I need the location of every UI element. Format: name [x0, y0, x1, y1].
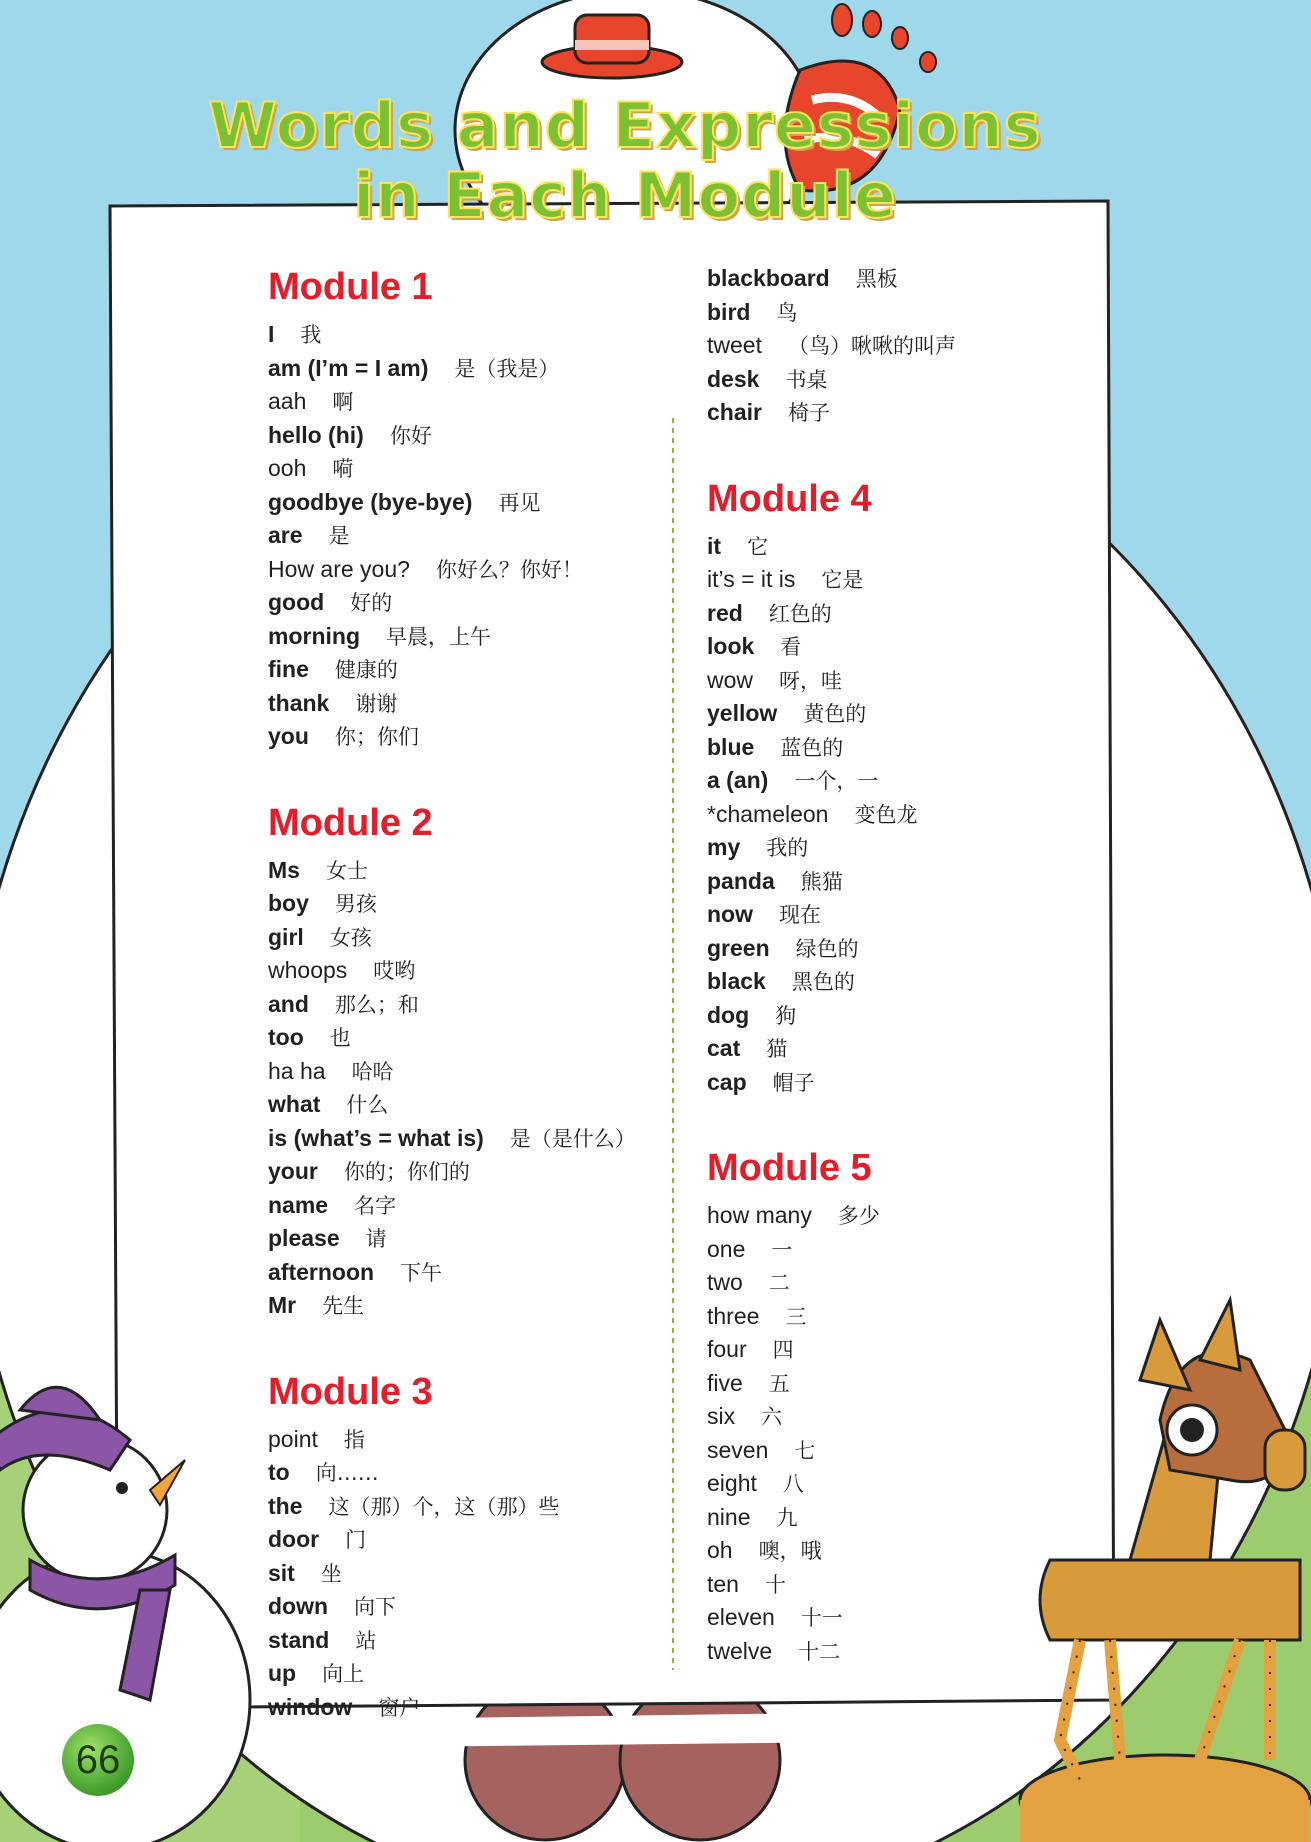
- english-word: yellow: [707, 700, 778, 726]
- vocab-entry: [268, 1456, 636, 1490]
- chinese-meaning: 男孩: [334, 892, 377, 916]
- chinese-meaning: 熊猫: [800, 869, 843, 894]
- english-word: six: [707, 1403, 736, 1429]
- vocab-entry: [707, 731, 956, 765]
- chinese-meaning: 坐: [320, 1561, 342, 1586]
- english-word: please: [268, 1225, 340, 1251]
- chinese-meaning: 噢，哦: [758, 1539, 822, 1563]
- chinese-meaning: 九: [776, 1505, 798, 1530]
- vocab-entry: [268, 954, 636, 988]
- vocab-entry: [268, 385, 636, 419]
- vocab-entry: [268, 318, 636, 352]
- vocab-entry: [268, 1189, 636, 1223]
- english-word: you: [268, 723, 309, 749]
- chinese-meaning: 先生: [322, 1294, 365, 1318]
- english-word: I: [268, 321, 275, 347]
- english-word: four: [707, 1336, 747, 1362]
- chinese-meaning: 四: [772, 1338, 794, 1362]
- vocab-entry: [268, 352, 636, 386]
- vocab-entry: [268, 653, 636, 687]
- vocab-entry: [268, 1222, 636, 1256]
- chinese-meaning: 书桌: [785, 367, 828, 392]
- vocab-entry: [707, 898, 956, 932]
- vocab-entry: [707, 1501, 956, 1535]
- vocab-entry: [707, 396, 956, 430]
- chinese-meaning: 嗬: [332, 457, 354, 481]
- chinese-meaning: 门: [345, 1528, 367, 1552]
- vocab-entry: [707, 1568, 956, 1602]
- english-word: *chameleon: [707, 800, 829, 827]
- vocab-entry: [707, 1367, 956, 1401]
- chinese-meaning: 女孩: [329, 925, 372, 950]
- english-word: aah: [268, 388, 307, 414]
- vocab-entry: [707, 965, 956, 999]
- english-word: name: [268, 1191, 329, 1218]
- vocab-entry: [707, 1199, 956, 1233]
- vocab-entry: [268, 720, 636, 754]
- vocab-entry: [707, 563, 956, 597]
- vocab-entry: [268, 921, 636, 955]
- vocab-entry: [268, 419, 636, 453]
- right-column: [707, 262, 956, 1668]
- vocab-entry: [268, 586, 636, 620]
- english-word: to: [268, 1459, 290, 1485]
- chinese-meaning: 请: [365, 1227, 387, 1251]
- module-heading: Module 5: [707, 1147, 872, 1189]
- english-word: a (an): [707, 767, 769, 793]
- chinese-meaning: 狗: [775, 1003, 797, 1028]
- vocab-entry: [268, 1021, 636, 1055]
- chinese-meaning: 黑板: [855, 267, 898, 291]
- vocab-entry: [707, 530, 956, 564]
- section-gap: [268, 1323, 636, 1367]
- english-word: ten: [707, 1570, 739, 1597]
- vocab-entry: [707, 865, 956, 899]
- chinese-meaning: 哎哟: [373, 959, 416, 983]
- chinese-meaning: 名字: [354, 1193, 397, 1218]
- chinese-meaning: 黑色的: [791, 970, 855, 994]
- title-line-2: in Each Module: [353, 159, 897, 232]
- vocab-entry: [707, 597, 956, 631]
- vocab-entry: [707, 329, 956, 363]
- english-word: sit: [268, 1559, 295, 1586]
- vocab-entry: [707, 697, 956, 731]
- english-word: look: [707, 633, 755, 659]
- english-word: nine: [707, 1503, 751, 1530]
- vocab-entry: [268, 1557, 636, 1591]
- vocab-entry: [268, 687, 636, 721]
- english-word: good: [268, 589, 325, 615]
- chinese-meaning: 也: [329, 1026, 351, 1050]
- section-gap: [268, 754, 636, 798]
- english-word: is (what’s = what is): [268, 1124, 484, 1151]
- chinese-meaning: 你；你们: [334, 725, 419, 749]
- chinese-meaning: 五: [768, 1371, 790, 1396]
- english-word: ha ha: [268, 1057, 326, 1084]
- section-gap: [707, 1099, 956, 1143]
- vocab-entry: [268, 1624, 636, 1658]
- vocab-entry: [707, 999, 956, 1033]
- vocab-entry: [707, 1467, 956, 1501]
- chinese-meaning: 什么: [346, 1093, 389, 1117]
- chinese-meaning: 早晨，上午: [386, 624, 491, 649]
- chinese-meaning: 二: [768, 1271, 790, 1295]
- english-word: three: [707, 1302, 760, 1329]
- english-word: one: [707, 1235, 746, 1262]
- vocab-entry: [268, 1122, 636, 1156]
- vocab-entry: [268, 1055, 636, 1089]
- vocab-entry: [268, 1289, 636, 1323]
- english-word: point: [268, 1425, 318, 1452]
- english-word: how many: [707, 1202, 812, 1228]
- english-word: stand: [268, 1626, 330, 1653]
- chinese-meaning: 帽子: [772, 1070, 815, 1095]
- vocab-entry: [268, 620, 636, 654]
- vocab-entry: [707, 1434, 956, 1468]
- english-word: door: [268, 1526, 320, 1552]
- vocab-entry: [707, 1266, 956, 1300]
- english-word: afternoon: [268, 1258, 375, 1285]
- chinese-meaning: 窗户: [378, 1695, 421, 1720]
- english-word: up: [268, 1660, 297, 1686]
- chinese-meaning: 啊: [332, 390, 354, 414]
- chinese-meaning: 椅子: [787, 401, 830, 425]
- chinese-meaning: 三: [785, 1304, 807, 1329]
- english-word: it’s = it is: [707, 566, 796, 592]
- english-word: five: [707, 1369, 743, 1396]
- english-word: your: [268, 1158, 318, 1184]
- chinese-meaning: 七: [794, 1438, 816, 1463]
- module-heading: Module 3: [268, 1370, 433, 1413]
- chinese-meaning: 八: [782, 1472, 804, 1496]
- page-number: 66: [62, 1724, 134, 1796]
- vocab-entry: [707, 630, 956, 664]
- chinese-meaning: 是: [328, 524, 350, 548]
- chinese-meaning: 六: [761, 1405, 783, 1429]
- vocab-entry: [268, 1423, 636, 1457]
- english-word: dog: [707, 1001, 750, 1028]
- english-word: are: [268, 522, 303, 548]
- chinese-meaning: 你的；你们的: [343, 1160, 470, 1184]
- english-word: what: [268, 1091, 321, 1117]
- english-word: seven: [707, 1436, 769, 1463]
- vocab-entry: [707, 1032, 956, 1066]
- chinese-meaning: 那么；和: [334, 992, 419, 1017]
- vocab-entry: [268, 1490, 636, 1524]
- vocab-entry: [707, 798, 956, 832]
- chinese-meaning: 它: [747, 534, 769, 559]
- chinese-meaning: 十一: [800, 1606, 843, 1630]
- chinese-meaning: 呀，哇: [779, 668, 843, 693]
- chinese-meaning: 现在: [779, 903, 821, 927]
- english-word: the: [268, 1492, 303, 1519]
- vocab-entry: [707, 296, 956, 330]
- english-word: chair: [707, 399, 762, 425]
- english-word: down: [268, 1593, 329, 1619]
- chinese-meaning: 看: [780, 635, 802, 659]
- module-heading: Module 4: [707, 477, 872, 520]
- left-column: [268, 262, 636, 1724]
- english-word: fine: [268, 656, 309, 682]
- chinese-meaning: 你好么？你好！: [435, 557, 583, 582]
- english-word: hello (hi): [268, 421, 364, 448]
- chinese-meaning: 向……: [315, 1461, 379, 1485]
- english-word: eight: [707, 1470, 757, 1496]
- english-word: bird: [707, 298, 751, 325]
- vocab-entry: [707, 262, 956, 296]
- chinese-meaning: 再见: [498, 490, 541, 515]
- vocab-entry: [707, 1233, 956, 1267]
- chinese-meaning: 它是: [821, 568, 864, 592]
- chinese-meaning: 黄色的: [803, 702, 867, 726]
- vocab-entry: [268, 553, 636, 587]
- english-word: morning: [268, 622, 360, 649]
- chinese-meaning: 下午: [400, 1260, 443, 1285]
- english-word: blue: [707, 733, 755, 760]
- vocab-entry: [268, 1523, 636, 1557]
- vocab-entry: [268, 1590, 636, 1624]
- vocab-entry: [707, 363, 956, 397]
- vocab-entry: [707, 1635, 956, 1669]
- vocab-entry: [268, 1256, 636, 1290]
- vocab-entry: [707, 1400, 956, 1434]
- english-word: now: [707, 901, 753, 927]
- vocab-entry: [707, 664, 956, 698]
- chinese-meaning: （鸟）啾啾的叫声: [787, 334, 956, 358]
- chinese-meaning: 绿色的: [795, 936, 859, 961]
- vocab-entry: [268, 1155, 636, 1189]
- chinese-meaning: 哈哈: [351, 1059, 394, 1084]
- vocab-entry: [268, 452, 636, 486]
- chinese-meaning: 十: [764, 1572, 786, 1597]
- vocab-entry: [707, 1534, 956, 1568]
- english-word: red: [707, 599, 743, 626]
- chinese-meaning: 谢谢: [355, 691, 398, 716]
- vocab-entry: [707, 932, 956, 966]
- english-word: my: [707, 834, 741, 860]
- vocab-entry: [268, 887, 636, 921]
- english-word: thank: [268, 689, 330, 716]
- vocab-entry: [707, 831, 956, 865]
- chinese-meaning: 是（是什么）: [509, 1126, 636, 1151]
- english-word: blackboard: [707, 265, 830, 291]
- english-word: green: [707, 934, 770, 961]
- english-word: too: [268, 1024, 304, 1050]
- english-word: Ms: [268, 856, 300, 883]
- module-heading: Module 1: [268, 266, 433, 308]
- chinese-meaning: 好的: [350, 591, 393, 615]
- chinese-meaning: 红色的: [768, 601, 832, 626]
- english-word: eleven: [707, 1604, 775, 1630]
- english-word: window: [268, 1693, 353, 1720]
- english-word: panda: [707, 867, 775, 894]
- chinese-meaning: 变色龙: [854, 802, 918, 827]
- vocab-entry: [707, 1066, 956, 1100]
- chinese-meaning: 站: [355, 1628, 377, 1653]
- chinese-meaning: 我的: [766, 836, 809, 860]
- chinese-meaning: 猫: [766, 1037, 788, 1061]
- vocab-entry: [268, 519, 636, 553]
- section-gap: [707, 430, 956, 474]
- chinese-meaning: 指: [343, 1427, 365, 1452]
- english-word: desk: [707, 365, 760, 392]
- english-word: it: [707, 532, 722, 559]
- english-word: girl: [268, 923, 304, 950]
- chinese-meaning: 是（我是）: [454, 356, 560, 381]
- chinese-meaning: 向下: [354, 1595, 397, 1619]
- chinese-meaning: 这（那）个，这（那）些: [328, 1494, 560, 1519]
- english-word: goodbye (bye-bye): [268, 488, 473, 515]
- english-word: am (I’m = I am): [268, 354, 429, 381]
- english-word: How are you?: [268, 555, 410, 582]
- english-word: wow: [707, 666, 754, 693]
- english-word: cap: [707, 1068, 747, 1095]
- title-line-1: Words and Expressions: [208, 89, 1042, 162]
- chinese-meaning: 一: [771, 1237, 793, 1262]
- english-word: boy: [268, 890, 309, 916]
- vocab-entry: [707, 1300, 956, 1334]
- module-heading: Module 2: [268, 801, 433, 844]
- english-word: and: [268, 990, 309, 1017]
- english-word: ooh: [268, 455, 307, 481]
- vocab-entry: [268, 486, 636, 520]
- chinese-meaning: 向上: [322, 1662, 365, 1686]
- english-word: tweet: [707, 332, 762, 358]
- chinese-meaning: 女士: [325, 858, 368, 883]
- vocab-entry: [268, 988, 636, 1022]
- chinese-meaning: 鸟: [776, 300, 798, 325]
- english-word: black: [707, 968, 766, 994]
- vocab-entry: [707, 764, 956, 798]
- chinese-meaning: 蓝色的: [780, 735, 844, 760]
- english-word: cat: [707, 1035, 741, 1061]
- chinese-meaning: 一个，一: [794, 769, 879, 793]
- english-word: twelve: [707, 1637, 773, 1664]
- english-word: oh: [707, 1537, 733, 1563]
- chinese-meaning: 我: [300, 323, 322, 347]
- chinese-meaning: 十二: [798, 1639, 841, 1664]
- vocab-entry: [268, 1088, 636, 1122]
- english-word: whoops: [268, 957, 348, 983]
- vocab-entry: [707, 1333, 956, 1367]
- chinese-meaning: 多少: [837, 1204, 880, 1228]
- vocab-entry: [268, 854, 636, 888]
- vocab-entry: [268, 1657, 636, 1691]
- chinese-meaning: 健康的: [334, 658, 398, 682]
- chinese-meaning: 你好: [389, 423, 432, 448]
- english-word: two: [707, 1269, 743, 1295]
- vocab-entry: [268, 1691, 636, 1725]
- vocab-entry: [707, 1601, 956, 1635]
- english-word: Mr: [268, 1292, 297, 1318]
